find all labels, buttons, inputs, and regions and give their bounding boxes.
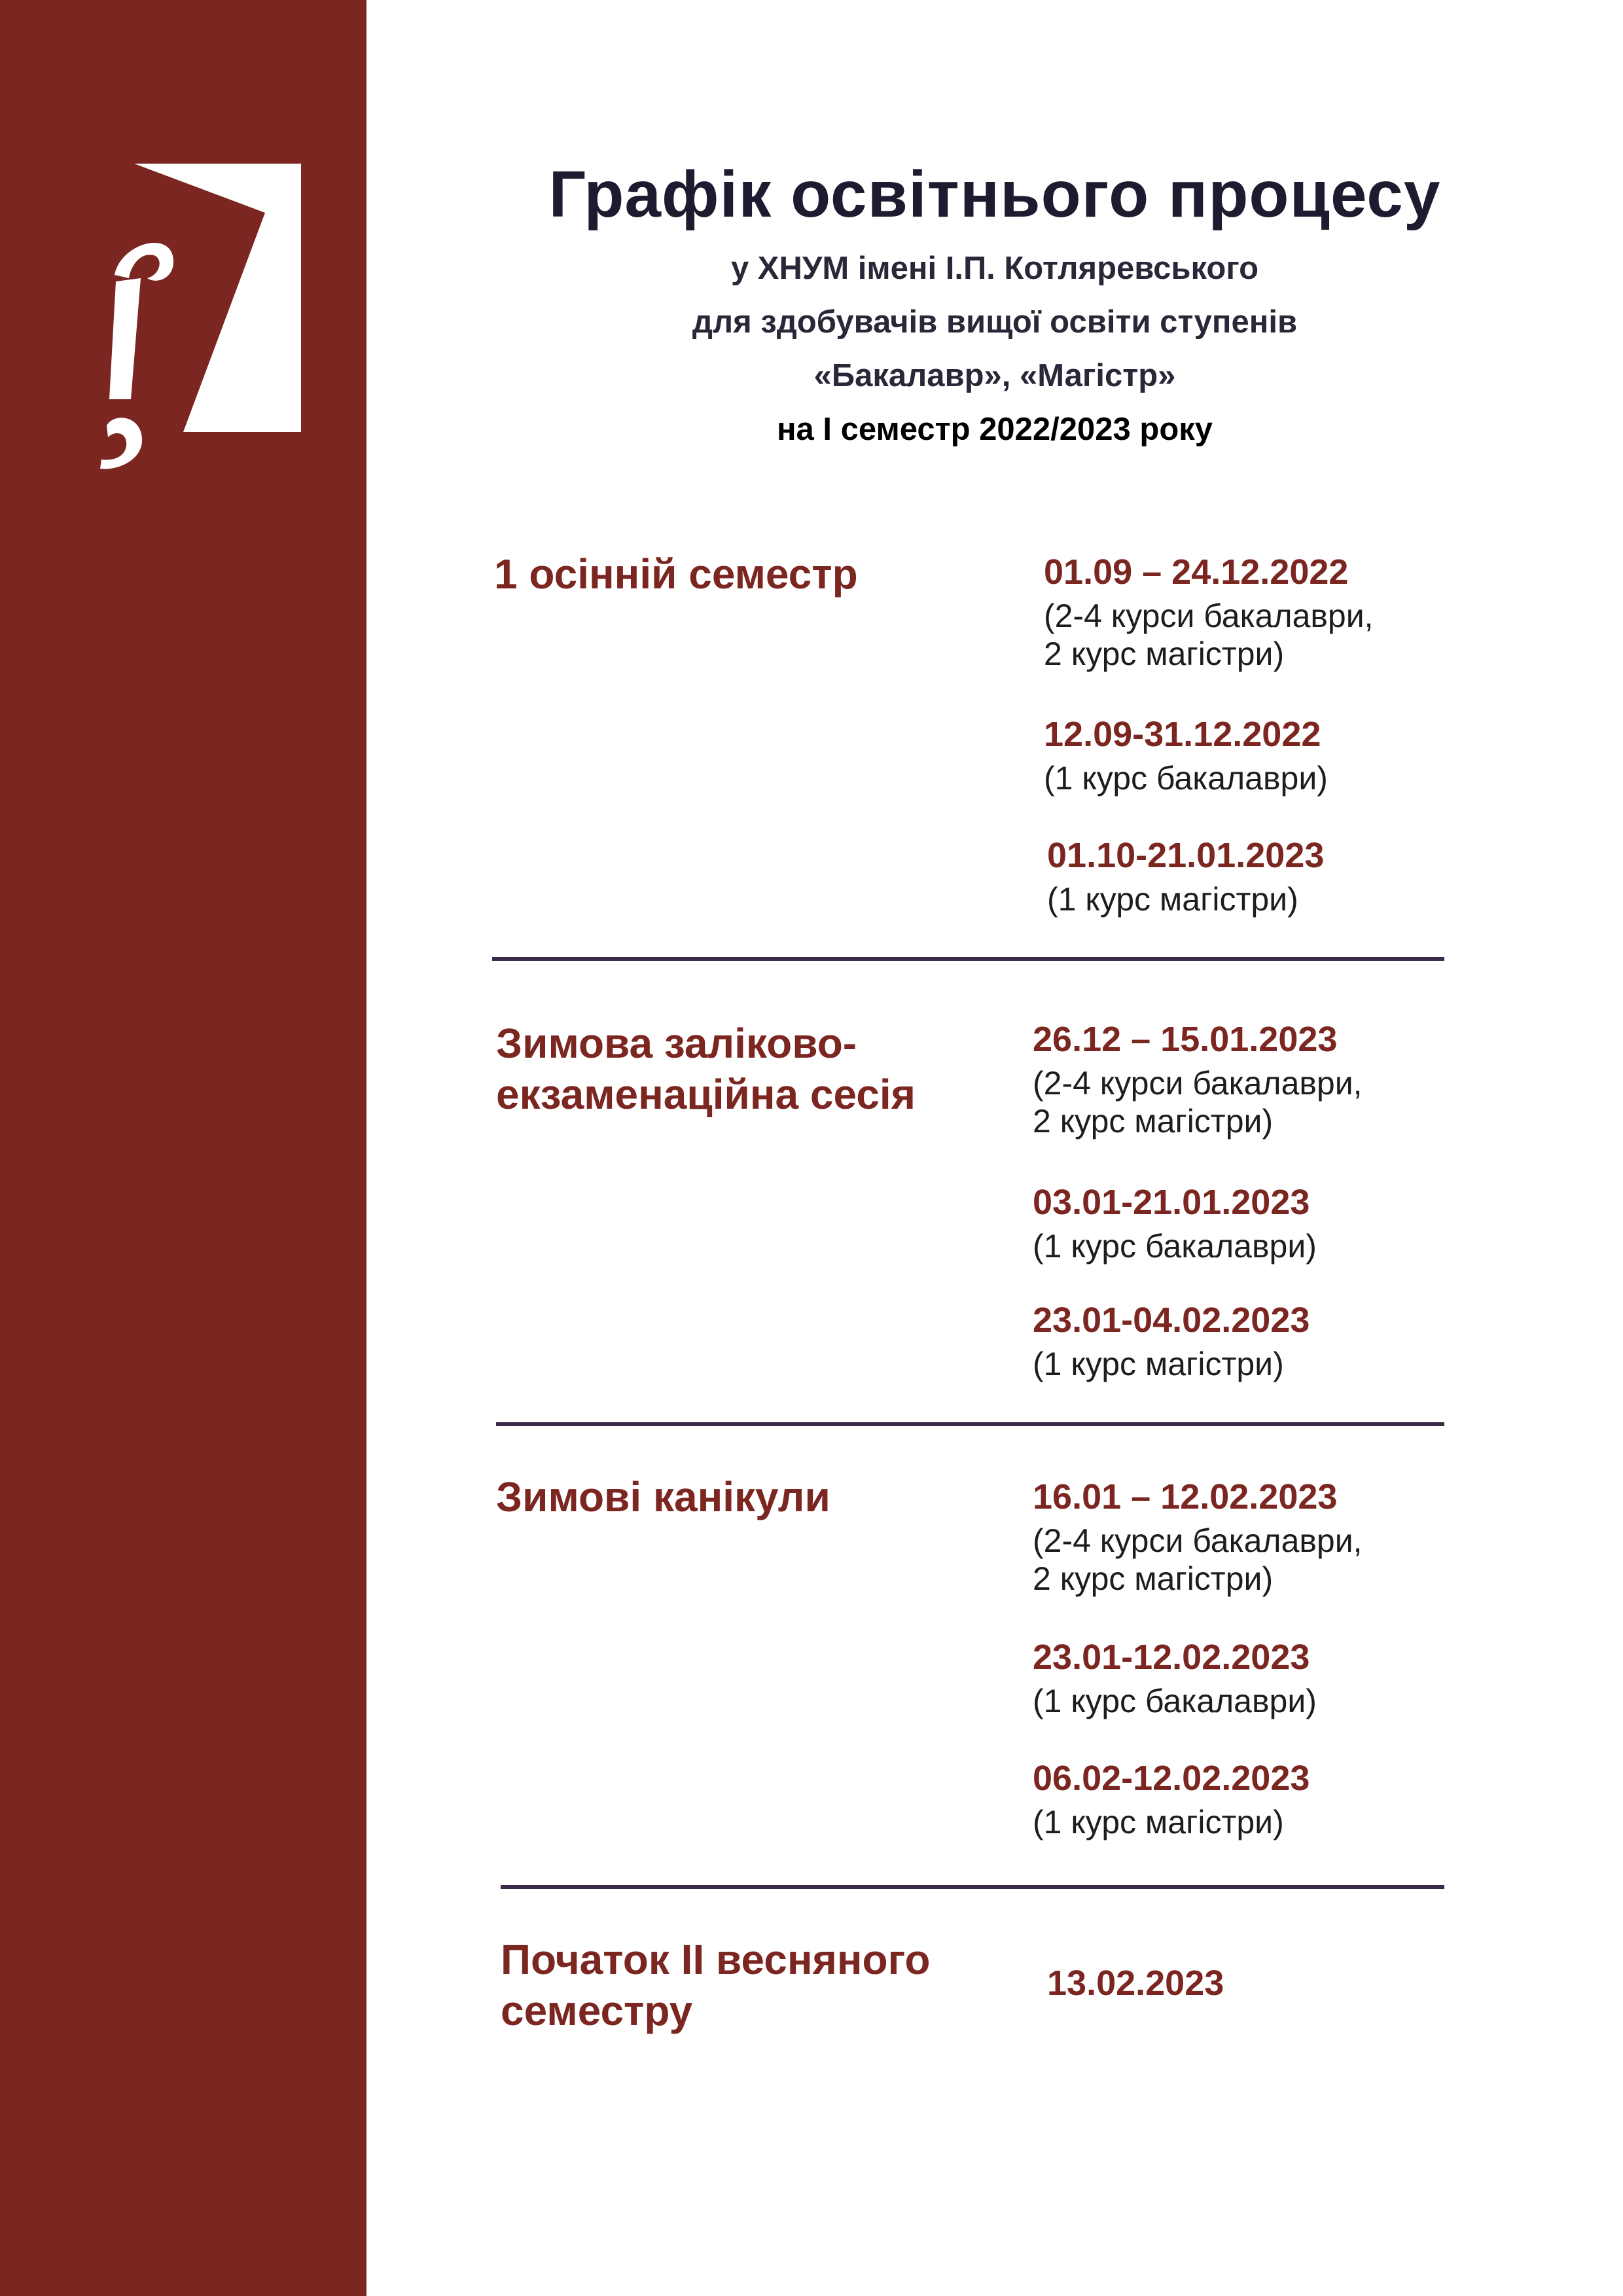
period-note-line: (1 курс магістри) [1047,881,1298,918]
page-title: Графік освітнього процесу [548,158,1441,231]
period [1047,834,1324,918]
section-label [494,548,858,600]
period-date: 26.12 – 15.01.2023 [1033,1020,1338,1059]
subtitle-line-2: для здобувачів вищої освіти ступенів [692,304,1298,340]
period-note-line: 2 курс магістри) [1044,636,1285,672]
section-label [496,1018,916,1120]
period-note [1044,597,1374,673]
period-note-line: (1 курс магістри) [1033,1346,1284,1382]
period [1033,1636,1317,1720]
period [1047,1962,1224,2004]
section-divider [492,957,1444,961]
period-date: 13.02.2023 [1047,1964,1224,2003]
sidebar [0,0,366,2296]
section-divider [501,1885,1444,1889]
subtitle-line-3: «Бакалавр», «Магістр» [813,358,1176,393]
section-label-line: 1 осінній семестр [494,550,858,598]
period-note [1033,1345,1310,1383]
section-label-line: Зимова заліково- [496,1020,857,1067]
period-note [1033,1522,1363,1598]
period-note [1033,1803,1310,1841]
period-note [1033,1227,1317,1265]
section-label [501,1934,931,2036]
period [1044,551,1374,673]
period [1033,1757,1310,1841]
period [1033,1018,1363,1140]
period-date: 06.02-12.02.2023 [1033,1759,1310,1798]
period-note-line: (2-4 курси бакалаври, [1044,598,1374,634]
subtitle-line-1: у ХНУМ імені І.П. Котляревського [730,251,1259,286]
period-note-line: (1 курс бакалаври) [1033,1228,1317,1265]
period-note-line: (1 курс магістри) [1033,1804,1284,1840]
period-note-line: (1 курс бакалаври) [1033,1683,1317,1719]
period-note [1033,1064,1363,1140]
subtitle-line-4: на I семестр 2022/2023 року [776,412,1213,447]
period-note-line: 2 курс магістри) [1033,1560,1274,1597]
university-logo-icon [75,164,304,478]
section-divider [496,1422,1444,1426]
period-date: 01.09 – 24.12.2022 [1044,552,1349,592]
header [366,157,1623,456]
period [1033,1299,1310,1383]
period-note [1044,759,1328,797]
period-note-line: (1 курс бакалаври) [1044,760,1328,797]
section-label [496,1471,830,1522]
section-label-line: екзаменаційна сесія [496,1071,916,1118]
period-date: 01.10-21.01.2023 [1047,836,1325,875]
period-note [1047,880,1324,918]
period [1033,1476,1363,1598]
period-date: 16.01 – 12.02.2023 [1033,1477,1338,1516]
period-note [1033,1682,1317,1720]
section-label-line: Зимові канікули [496,1473,830,1520]
period-date: 23.01-04.02.2023 [1033,1300,1310,1340]
section-label-line: Початок ІІ весняного [501,1936,931,1983]
period [1033,1181,1317,1265]
period-note-line: (2-4 курси бакалаври, [1033,1522,1363,1559]
period-note-line: 2 курс магістри) [1033,1103,1274,1139]
period-note-line: (2-4 курси бакалаври, [1033,1065,1363,1102]
period-date: 23.01-12.02.2023 [1033,1638,1310,1677]
period-date: 03.01-21.01.2023 [1033,1183,1310,1222]
section-label-line: семестру [501,1987,693,2034]
period [1044,713,1328,797]
period-date: 12.09-31.12.2022 [1044,715,1321,754]
